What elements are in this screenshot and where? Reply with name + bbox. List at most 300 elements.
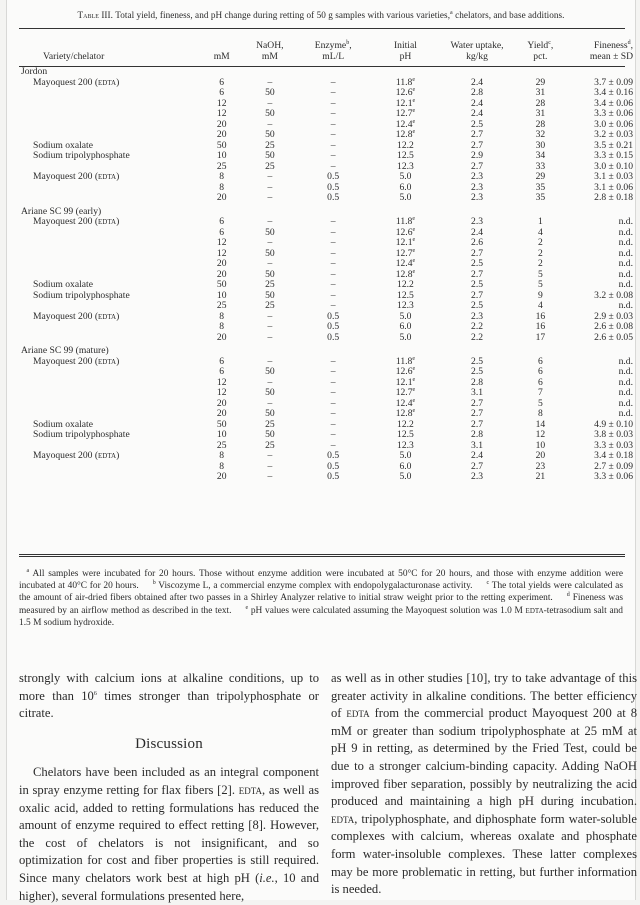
cell-enzyme: –	[330, 418, 336, 430]
table-row	[19, 472, 635, 483]
cell-naoh: –	[267, 76, 273, 88]
cell-mm: 8	[219, 181, 225, 193]
cell-water-uptake: 2.7	[471, 139, 484, 151]
cell-naoh: 50	[265, 247, 275, 259]
cell-enzyme: –	[330, 300, 336, 312]
cell-enzyme: –	[330, 366, 336, 378]
cell-enzyme: –	[330, 439, 336, 451]
cell-mm: 50	[216, 139, 227, 151]
cell-ph: 12.1e	[395, 237, 416, 249]
cell-yield: 4	[537, 300, 543, 312]
cell-naoh: –	[267, 376, 273, 388]
cell-ph: 5.0	[399, 450, 412, 462]
cell-mm: 20	[216, 408, 227, 420]
cell-yield: 31	[535, 108, 546, 120]
paragraph-continuation: strongly with calcium ions at alkaline conditions, up to more than $10^6$ times stronger than tripolyphosphate or citrate.	[19, 671, 319, 721]
section-heading-discussion: Discussion	[135, 735, 203, 752]
cell-naoh: 50	[265, 150, 275, 162]
cell-yield: 23	[535, 460, 546, 472]
cell-enzyme: –	[330, 97, 336, 109]
cell-ph: 12.2	[397, 139, 414, 151]
cell-fineness: 3.1 ± 0.06	[594, 181, 633, 193]
cell-yield: 29	[535, 76, 546, 88]
table-row	[19, 451, 635, 462]
cell-enzyme: 0.5	[327, 192, 340, 204]
table-row	[19, 280, 635, 291]
cell-ph: 6.0	[399, 321, 412, 333]
cell-yield: 28	[535, 118, 546, 130]
table-row	[19, 217, 635, 228]
cell-enzyme: –	[330, 237, 336, 249]
cell-fineness: 3.3 ± 0.03	[594, 439, 633, 451]
footnote-a: All samples were incubated for 20 hours. Those without enzyme addition were incubated at 50°C for 20 hours, and those with enzyme addition were incubated at 40°C for 20 hours.	[19, 569, 623, 592]
cell-fineness: n.d.	[618, 247, 633, 259]
cell-water-uptake: 2.7	[471, 397, 484, 409]
cell-water-uptake: 3.1	[471, 387, 484, 399]
table-row	[19, 193, 635, 204]
cell-mm: 25	[216, 160, 227, 172]
cell-fineness: 2.7 ± 0.09	[594, 460, 633, 472]
cell-naoh: –	[267, 331, 273, 343]
cell-water-uptake: 2.5	[471, 118, 484, 130]
cell-ph: 11.8e	[395, 76, 415, 88]
cell-ph: 12.8e	[395, 408, 416, 420]
cell-yield: 20	[535, 450, 546, 462]
cell-naoh: –	[267, 237, 273, 249]
cell-enzyme: –	[330, 429, 336, 441]
cell-mm: 12	[216, 237, 227, 249]
cell-water-uptake: 2.5	[471, 300, 484, 312]
cell-enzyme: 0.5	[327, 171, 340, 183]
cell-fineness: 3.8 ± 0.03	[594, 429, 633, 441]
cell-mm: 12	[216, 247, 227, 259]
cell-mm: 25	[216, 300, 227, 312]
cell-ph: 11.8e	[395, 216, 415, 228]
cell-fineness: n.d.	[618, 376, 633, 388]
table-footnotes: $^a$ All samples were incubated for 20 hours. Those without enzyme addition were incubated at 50°C for 20 hours, and those with enzyme addition were incubated at 40°C for 20 hours. $^b$ Viscozyme L, a commercial enzyme complex with endopolygalacturonase activity. $^c$ The total yields were calculated as the amount of air-dried fibers obtained after two passes in a Shirley Analyzer relative to initial straw weight prior to the retting experiment. $^d$ Fineness was measured by an airflow method as described in the text. $^e$ pH values were calculated assuming the Mayoquest solution was 1.0 M edta-tetrasodium salt and 1.5 M sodium hydroxide.	[19, 567, 623, 628]
cell-chelator	[19, 238, 200, 249]
cell-fineness: n.d.	[618, 408, 633, 420]
cell-chelator	[19, 249, 200, 260]
cell-ph: 12.7e	[395, 387, 416, 399]
cell-yield: 6	[537, 355, 543, 367]
cell-mm: 12	[216, 387, 227, 399]
cell-mm: 10	[216, 150, 227, 162]
cell-mm: 20	[216, 268, 227, 280]
cell-water-uptake: 2.2	[471, 321, 484, 333]
cell-ph: 12.5	[397, 429, 414, 441]
cell-naoh: –	[267, 258, 273, 270]
cell-yield: 29	[535, 171, 546, 183]
footnote-d: Fineness was measured by an airflow method as described in the text.	[19, 593, 623, 616]
cell-fineness: 3.4 ± 0.18	[594, 450, 633, 462]
cell-ph: 12.5	[397, 289, 414, 301]
cell-chelator	[19, 367, 200, 378]
paper-page	[6, 0, 637, 903]
cell-fineness: 3.0 ± 0.06	[594, 118, 633, 130]
cell-yield: 5	[537, 279, 543, 291]
cell-naoh: 50	[265, 226, 275, 238]
cell-naoh: 25	[265, 160, 275, 172]
cell-naoh: –	[267, 118, 273, 130]
cell-ph: 12.3	[397, 439, 414, 451]
cell-fineness: n.d.	[618, 237, 633, 249]
cell-yield: 16	[535, 321, 546, 333]
cell-mm: 10	[216, 429, 227, 441]
footnote-c: The total yields were calculated as the amount of air-dried fibers obtained after two passes in a Shirley Analyzer relative to initial straw weight prior to the retting experiment.	[19, 581, 623, 604]
cell-chelator	[19, 322, 200, 333]
cell-naoh: –	[267, 181, 273, 193]
cell-fineness: 3.3 ± 0.06	[594, 471, 633, 483]
table-row	[19, 367, 635, 378]
cell-naoh: 50	[265, 87, 275, 99]
body-column-left	[19, 670, 319, 905]
table-row	[19, 109, 635, 120]
cell-naoh: 50	[265, 366, 275, 378]
cell-enzyme: –	[330, 376, 336, 388]
cell-naoh: –	[267, 471, 273, 483]
cell-chelator	[19, 109, 200, 120]
cell-ph: 12.2	[397, 418, 414, 430]
cell-naoh: 50	[265, 108, 275, 120]
cell-enzyme: –	[330, 216, 336, 228]
cell-water-uptake: 2.7	[471, 408, 484, 420]
cell-fineness: n.d.	[618, 397, 633, 409]
cell-naoh: 25	[265, 139, 275, 151]
cell-water-uptake: 2.3	[471, 171, 484, 183]
table-row	[19, 130, 635, 141]
cell-fineness: 3.5 ± 0.21	[594, 139, 633, 151]
cell-water-uptake: 2.3	[471, 471, 484, 483]
cell-naoh: 50	[265, 129, 275, 141]
cell-yield: 33	[535, 160, 546, 172]
cell-water-uptake: 2.3	[471, 216, 484, 228]
cell-water-uptake: 2.5	[471, 355, 484, 367]
cell-water-uptake: 2.8	[471, 429, 484, 441]
cell-ph: 12.2	[397, 279, 414, 291]
cell-chelator	[19, 88, 200, 99]
cell-yield: 9	[537, 289, 543, 301]
cell-chelator	[19, 99, 200, 110]
cell-chelator	[19, 378, 200, 389]
cell-fineness: n.d.	[618, 387, 633, 399]
cell-yield: 35	[535, 192, 546, 204]
cell-water-uptake: 2.4	[471, 97, 484, 109]
cell-enzyme: –	[330, 387, 336, 399]
cell-yield: 12	[535, 429, 546, 441]
cell-enzyme: 0.5	[327, 331, 340, 343]
cell-fineness: 3.2 ± 0.08	[594, 289, 633, 301]
cell-enzyme: –	[330, 355, 336, 367]
cell-mm: 8	[219, 450, 225, 462]
table-top-rule	[19, 28, 625, 29]
footnote-e: pH values were calculated assuming the Mayoquest solution was 1.0 M	[248, 605, 526, 616]
cell-ph: 12.7e	[395, 247, 416, 259]
cell-naoh: 50	[265, 289, 275, 301]
cell-yield: 30	[535, 139, 546, 151]
cell-yield: 16	[535, 310, 546, 322]
cell-mm: 20	[216, 331, 227, 343]
cell-yield: 4	[537, 226, 543, 238]
cell-enzyme: –	[330, 279, 336, 291]
cell-enzyme: –	[330, 397, 336, 409]
cell-water-uptake: 2.5	[471, 279, 484, 291]
cell-mm: 50	[216, 418, 227, 430]
cell-fineness: 2.6 ± 0.08	[594, 321, 633, 333]
col-header-enzyme: Enzyme$^b$, mL/L	[314, 39, 352, 62]
variety-label: Ariane SC 99 (mature)	[21, 345, 109, 357]
cell-ph: 12.3	[397, 160, 414, 172]
cell-enzyme: –	[330, 268, 336, 280]
cell-mm: 6	[219, 76, 225, 88]
cell-fineness: n.d.	[618, 226, 633, 238]
cell-yield: 7	[537, 387, 543, 399]
cell-chelator	[19, 399, 200, 410]
cell-ph: 12.5	[397, 150, 414, 162]
cell-mm: 8	[219, 171, 225, 183]
cell-water-uptake: 2.7	[471, 129, 484, 141]
cell-naoh: –	[267, 171, 273, 183]
col-header-naoh: NaOH, mM	[256, 40, 284, 62]
cell-mm: 6	[219, 366, 225, 378]
cell-mm: 20	[216, 192, 227, 204]
cell-naoh: –	[267, 216, 273, 228]
cell-ph: 12.1e	[395, 376, 416, 388]
cell-mm: 12	[216, 108, 227, 120]
table-row	[19, 88, 635, 99]
cell-enzyme: 0.5	[327, 181, 340, 193]
cell-naoh: –	[267, 310, 273, 322]
cell-water-uptake: 2.4	[471, 76, 484, 88]
cell-mm: 20	[216, 397, 227, 409]
cell-naoh: –	[267, 397, 273, 409]
cell-chelator	[19, 130, 200, 141]
cell-yield: 17	[535, 331, 546, 343]
table-row	[19, 333, 635, 344]
table-body	[19, 67, 635, 483]
cell-ph: 12.7e	[395, 108, 416, 120]
cell-fineness: n.d.	[618, 258, 633, 270]
cell-enzyme: 0.5	[327, 460, 340, 472]
cell-water-uptake: 2.7	[471, 160, 484, 172]
cell-yield: 5	[537, 268, 543, 280]
cell-yield: 35	[535, 181, 546, 193]
cell-naoh: 25	[265, 439, 275, 451]
cell-mm: 12	[216, 97, 227, 109]
cell-chelator: Sodium oxalate	[33, 279, 93, 291]
cell-chelator: Sodium oxalate	[33, 139, 93, 151]
table-row	[19, 322, 635, 333]
cell-ph: 6.0	[399, 181, 412, 193]
cell-naoh: 50	[265, 408, 275, 420]
cell-ph: 5.0	[399, 310, 412, 322]
cell-yield: 2	[537, 247, 543, 259]
cell-chelator	[19, 409, 200, 420]
cell-water-uptake: 2.4	[471, 226, 484, 238]
cell-water-uptake: 3.1	[471, 439, 484, 451]
cell-chelator	[19, 259, 200, 270]
cell-chelator: Sodium oxalate	[33, 418, 93, 430]
cell-ph: 12.8e	[395, 268, 416, 280]
cell-fineness: 3.7 ± 0.09	[594, 76, 633, 88]
cell-enzyme: –	[330, 226, 336, 238]
cell-enzyme: –	[330, 160, 336, 172]
cell-enzyme: –	[330, 129, 336, 141]
cell-ph: 12.3	[397, 300, 414, 312]
cell-chelator	[19, 193, 200, 204]
cell-naoh: 25	[265, 300, 275, 312]
cell-ph: 12.6e	[395, 366, 416, 378]
cell-fineness: 3.4 ± 0.06	[594, 97, 633, 109]
cell-enzyme: 0.5	[327, 471, 340, 483]
cell-fineness: n.d.	[618, 279, 633, 291]
cell-ph: 5.0	[399, 192, 412, 204]
cell-naoh: –	[267, 355, 273, 367]
cell-mm: 25	[216, 439, 227, 451]
cell-chelator: Mayoquest 200 (edta)	[33, 171, 120, 183]
cell-naoh: 50	[265, 387, 275, 399]
cell-water-uptake: 2.7	[471, 268, 484, 280]
cell-water-uptake: 2.3	[471, 181, 484, 193]
table-row	[19, 388, 635, 399]
paragraph-discussion: Chelators have been included as an integral component in spray enzyme retting for flax fibers [2]. edta, as well as oxalic acid, added to retting formulations has reduced the amount of enzyme required to effect retting [8]. However, the cost of chelators is not insignificant, and so optimization for cost and fiber properties is still required. Since many chelators work best at high pH (i.e., 10 and higher), several formulations presented here,	[19, 765, 319, 903]
cell-chelator	[19, 120, 200, 131]
cell-enzyme: –	[330, 289, 336, 301]
cell-naoh: –	[267, 192, 273, 204]
table-caption	[7, 10, 635, 20]
cell-fineness: 4.9 ± 0.10	[594, 418, 633, 430]
cell-chelator	[19, 388, 200, 399]
cell-yield: 2	[537, 258, 543, 270]
cell-fineness: n.d.	[618, 268, 633, 280]
body-column-right	[331, 670, 637, 899]
table-label: Table III.	[77, 10, 114, 20]
col-header-fineness: Fineness$^d$, mean ± SD	[589, 39, 633, 62]
cell-fineness: 3.1 ± 0.03	[594, 171, 633, 183]
caption-text-end: chelators, and base additions.	[452, 10, 565, 20]
cell-fineness: 3.2 ± 0.03	[594, 129, 633, 141]
cell-ph: 12.6e	[395, 226, 416, 238]
cell-enzyme: –	[330, 150, 336, 162]
cell-fineness: n.d.	[618, 300, 633, 312]
paragraph-discussion-continued: as well as in other studies [10], try to take advantage of this greater activity in alkaline conditions. The better efficiency of edta from the commercial product Mayoquest 200 at 8 mM or greater than sodium tripolyphosphate at 25 mM at pH 9 in retting, as determined by the Fried Test, could be due to a stronger calcium-binding capacity. Adding NaOH improved fiber separation, possibly by neutralizing the acid produced and maintaining a high pH during incubation. edta, tripolyphosphate, and diphosphate form water-soluble complexes with calcium, whereas oxalate and phosphate form water-insoluble complexes. These latter complexes may be more problematic in retting, but further information is needed.	[331, 671, 637, 897]
cell-fineness: 3.3 ± 0.15	[594, 150, 633, 162]
col-header-mm: mM	[213, 51, 230, 62]
table-bottom-rule	[19, 554, 625, 557]
cell-enzyme: –	[330, 76, 336, 88]
cell-water-uptake: 2.7	[471, 460, 484, 472]
table-row	[19, 151, 635, 162]
cell-chelator: Sodium tripolyphosphate	[33, 429, 130, 441]
cell-chelator: Mayoquest 200 (edta)	[33, 216, 120, 228]
cell-water-uptake: 2.3	[471, 192, 484, 204]
cell-yield: 2	[537, 237, 543, 249]
cell-ph: 12.1e	[395, 97, 416, 109]
table-header-row	[19, 32, 635, 67]
cell-water-uptake: 2.4	[471, 108, 484, 120]
cell-ph: 11.8e	[395, 355, 415, 367]
cell-mm: 8	[219, 310, 225, 322]
cell-ph: 12.8e	[395, 129, 416, 141]
cell-yield: 31	[535, 87, 546, 99]
cell-naoh: 50	[265, 268, 275, 280]
cell-enzyme: –	[330, 118, 336, 130]
cell-fineness: n.d.	[618, 216, 633, 228]
cell-mm: 6	[219, 87, 225, 99]
cell-naoh: 50	[265, 429, 275, 441]
cell-naoh: 25	[265, 279, 275, 291]
cell-chelator: Sodium tripolyphosphate	[33, 150, 130, 162]
cell-chelator	[19, 228, 200, 239]
cell-water-uptake: 2.7	[471, 247, 484, 259]
table-row	[19, 259, 635, 270]
cell-enzyme: –	[330, 258, 336, 270]
col-header-yield: Yield$^c$, pct.	[527, 39, 554, 62]
cell-ph: 12.6e	[395, 87, 416, 99]
table-row	[19, 409, 635, 420]
cell-water-uptake: 2.6	[471, 237, 484, 249]
cell-chelator	[19, 333, 200, 344]
cell-enzyme: 0.5	[327, 310, 340, 322]
table-row	[19, 172, 635, 183]
footnote-b: Viscozyme L, a commercial enzyme complex with endopolygalacturonase activity.	[155, 581, 473, 592]
cell-yield: 8	[537, 408, 543, 420]
cell-ph: 12.4e	[395, 258, 416, 270]
caption-text: Total yield, fineness, and pH change during retting of 50 g samples with various varieties,	[115, 10, 451, 20]
cell-fineness: 2.8 ± 0.18	[594, 192, 633, 204]
cell-yield: 14	[535, 418, 546, 430]
cell-mm: 12	[216, 376, 227, 388]
cell-chelator: Mayoquest 200 (edta)	[33, 355, 120, 367]
cell-yield: 32	[535, 129, 546, 141]
cell-fineness: 3.3 ± 0.06	[594, 108, 633, 120]
cell-water-uptake: 2.4	[471, 450, 484, 462]
cell-mm: 20	[216, 118, 227, 130]
cell-mm: 50	[216, 279, 227, 291]
cell-fineness: 2.6 ± 0.05	[594, 331, 633, 343]
cell-mm: 8	[219, 321, 225, 333]
cell-naoh: –	[267, 450, 273, 462]
cell-enzyme: –	[330, 87, 336, 99]
cell-enzyme: 0.5	[327, 450, 340, 462]
cell-chelator	[19, 472, 200, 483]
col-header-water: Water uptake, kg/kg	[450, 40, 504, 62]
cell-fineness: 2.9 ± 0.03	[594, 310, 633, 322]
cell-yield: 5	[537, 397, 543, 409]
cell-yield: 6	[537, 376, 543, 388]
cell-enzyme: –	[330, 108, 336, 120]
cell-ph: 6.0	[399, 460, 412, 472]
cell-enzyme: –	[330, 247, 336, 259]
cell-chelator: Mayoquest 200 (edta)	[33, 76, 120, 88]
table-row	[19, 430, 635, 441]
cell-yield: 1	[537, 216, 543, 228]
cell-yield: 21	[535, 471, 546, 483]
cell-mm: 10	[216, 289, 227, 301]
footnote-mark: a	[450, 9, 453, 16]
col-header-ph: Initial pH	[393, 40, 417, 62]
cell-fineness: n.d.	[618, 355, 633, 367]
cell-mm: 6	[219, 216, 225, 228]
cell-water-uptake: 2.8	[471, 87, 484, 99]
cell-naoh: –	[267, 97, 273, 109]
cell-ph: 12.4e	[395, 397, 416, 409]
col-header-variety: Variety/chelator	[43, 51, 105, 62]
cell-yield: 10	[535, 439, 546, 451]
cell-chelator: Mayoquest 200 (edta)	[33, 450, 120, 462]
cell-mm: 20	[216, 471, 227, 483]
cell-ph: 5.0	[399, 471, 412, 483]
